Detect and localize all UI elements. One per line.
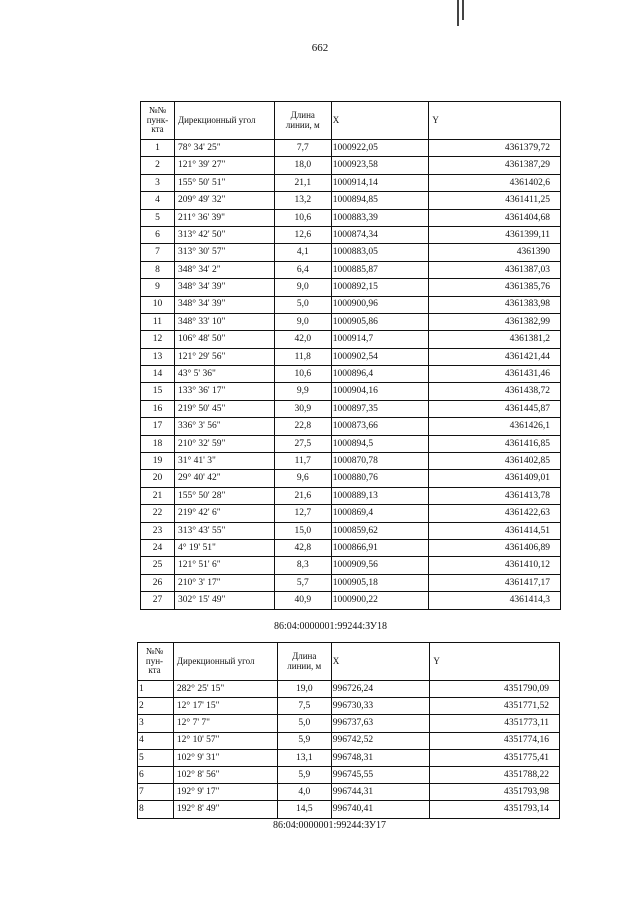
table-header-row — [141, 102, 561, 140]
x-coordinate-cell: 996740,41 — [331, 801, 430, 818]
direction-angle-cell: 121° 39' 27" — [174, 157, 274, 174]
line-length-cell: 5,9 — [277, 766, 331, 783]
x-coordinate-cell: 1000897,35 — [331, 400, 429, 417]
direction-angle-cell: 348° 34' 2" — [174, 261, 274, 278]
direction-angle-cell: 12° 17' 15" — [173, 698, 277, 715]
y-coordinate-cell: 4361445,87 — [429, 400, 561, 417]
y-coordinate-cell: 4351788,22 — [430, 766, 560, 783]
direction-angle-cell: 210° 32' 59" — [174, 435, 274, 452]
point-number-cell: 15 — [141, 383, 175, 400]
y-coordinate-cell: 4361416,85 — [429, 435, 561, 452]
table-row — [141, 209, 561, 226]
direction-angle-cell: 313° 42' 50" — [174, 226, 274, 243]
x-coordinate-cell: 996744,31 — [331, 784, 430, 801]
table-row — [141, 279, 561, 296]
y-coordinate-cell: 4361379,72 — [429, 140, 561, 157]
point-number-cell: 26 — [141, 574, 175, 591]
x-coordinate-cell: 1000883,39 — [331, 209, 429, 226]
direction-angle-cell: 4° 19' 51" — [174, 539, 274, 556]
direction-angle-cell: 12° 10' 57" — [173, 732, 277, 749]
header-x: X — [331, 102, 429, 140]
y-coordinate-cell: 4361404,68 — [429, 209, 561, 226]
y-coordinate-cell: 4361413,78 — [429, 487, 561, 504]
table-row — [141, 244, 561, 261]
y-coordinate-cell: 4361431,46 — [429, 366, 561, 383]
table-row — [141, 592, 561, 609]
direction-angle-cell: 102° 9' 31" — [173, 749, 277, 766]
direction-angle-cell: 302° 15' 49" — [174, 592, 274, 609]
line-length-cell: 5,9 — [277, 732, 331, 749]
x-coordinate-cell: 1000892,15 — [331, 279, 429, 296]
y-coordinate-cell: 4361385,76 — [429, 279, 561, 296]
direction-angle-cell: 211° 36' 39" — [174, 209, 274, 226]
direction-angle-cell: 192° 8' 49" — [173, 801, 277, 818]
x-coordinate-cell: 1000896,4 — [331, 366, 429, 383]
table-row — [141, 522, 561, 539]
y-coordinate-cell: 4361381,2 — [429, 331, 561, 348]
x-coordinate-cell: 996748,31 — [331, 749, 430, 766]
line-length-cell: 13,2 — [274, 192, 331, 209]
point-number-cell: 5 — [138, 749, 174, 766]
point-number-cell: 7 — [141, 244, 175, 261]
point-number-cell: 10 — [141, 296, 175, 313]
point-number-cell: 14 — [141, 366, 175, 383]
line-length-cell: 4,0 — [277, 784, 331, 801]
coordinates-table-1 — [140, 101, 561, 610]
line-length-cell: 8,3 — [274, 557, 331, 574]
header-y: Y — [430, 643, 560, 681]
line-length-cell: 7,5 — [277, 698, 331, 715]
x-coordinate-cell: 1000909,56 — [331, 557, 429, 574]
direction-angle-cell: 78° 34' 25" — [174, 140, 274, 157]
direction-angle-cell: 209° 49' 32" — [174, 192, 274, 209]
line-length-cell: 21,6 — [274, 487, 331, 504]
line-length-cell: 13,1 — [277, 749, 331, 766]
table-caption-1: 86:04:0000001:99244:ЗУ18 — [274, 621, 387, 632]
x-coordinate-cell: 1000869,4 — [331, 505, 429, 522]
x-coordinate-cell: 996737,63 — [331, 715, 430, 732]
table-row — [138, 766, 560, 783]
table-row — [141, 539, 561, 556]
direction-angle-cell: 219° 42' 6" — [174, 505, 274, 522]
direction-angle-cell: 102° 8' 56" — [173, 766, 277, 783]
table-header-row — [138, 643, 560, 681]
y-coordinate-cell: 4351775,41 — [430, 749, 560, 766]
coordinates-table-2 — [137, 642, 560, 819]
x-coordinate-cell: 1000905,86 — [331, 313, 429, 330]
table-row — [138, 784, 560, 801]
line-length-cell: 6,4 — [274, 261, 331, 278]
x-coordinate-cell: 1000905,18 — [331, 574, 429, 591]
line-length-cell: 7,7 — [274, 140, 331, 157]
x-coordinate-cell: 1000889,13 — [331, 487, 429, 504]
point-number-cell: 27 — [141, 592, 175, 609]
x-coordinate-cell: 1000914,14 — [331, 174, 429, 191]
y-coordinate-cell: 4361387,29 — [429, 157, 561, 174]
line-length-cell: 9,6 — [274, 470, 331, 487]
x-coordinate-cell: 1000870,78 — [331, 453, 429, 470]
table-row — [141, 453, 561, 470]
x-coordinate-cell: 1000859,62 — [331, 522, 429, 539]
y-coordinate-cell: 4361410,12 — [429, 557, 561, 574]
y-coordinate-cell: 4351790,09 — [430, 681, 560, 698]
scan-edge-mark — [457, 0, 459, 26]
direction-angle-cell: 313° 43' 55" — [174, 522, 274, 539]
point-number-cell: 22 — [141, 505, 175, 522]
direction-angle-cell: 31° 41' 3" — [174, 453, 274, 470]
y-coordinate-cell: 4351774,16 — [430, 732, 560, 749]
x-coordinate-cell: 996745,55 — [331, 766, 430, 783]
line-length-cell: 5,7 — [274, 574, 331, 591]
line-length-cell: 12,6 — [274, 226, 331, 243]
point-number-cell: 16 — [141, 400, 175, 417]
point-number-cell: 9 — [141, 279, 175, 296]
table-row — [141, 487, 561, 504]
point-number-cell: 12 — [141, 331, 175, 348]
line-length-cell: 5,0 — [274, 296, 331, 313]
point-number-cell: 23 — [141, 522, 175, 539]
table-row — [138, 681, 560, 698]
table-caption-2: 86:04:0000001:99244:ЗУ17 — [273, 820, 386, 831]
x-coordinate-cell: 1000880,76 — [331, 470, 429, 487]
x-coordinate-cell: 996742,52 — [331, 732, 430, 749]
x-coordinate-cell: 1000904,16 — [331, 383, 429, 400]
table-row — [141, 366, 561, 383]
direction-angle-cell: 155° 50' 51" — [174, 174, 274, 191]
table-row — [141, 226, 561, 243]
line-length-cell: 40,9 — [274, 592, 331, 609]
header-point-number: №№ пун- кта — [138, 643, 174, 681]
y-coordinate-cell: 4361422,63 — [429, 505, 561, 522]
direction-angle-cell: 29° 40' 42" — [174, 470, 274, 487]
direction-angle-cell: 43° 5' 36" — [174, 366, 274, 383]
line-length-cell: 11,8 — [274, 348, 331, 365]
line-length-cell: 12,7 — [274, 505, 331, 522]
x-coordinate-cell: 1000914,7 — [331, 331, 429, 348]
point-number-cell: 25 — [141, 557, 175, 574]
point-number-cell: 19 — [141, 453, 175, 470]
scan-edge-mark — [462, 0, 464, 20]
y-coordinate-cell: 4351793,98 — [430, 784, 560, 801]
table-row — [141, 140, 561, 157]
y-coordinate-cell: 4361390 — [429, 244, 561, 261]
table-row — [141, 313, 561, 330]
direction-angle-cell: 121° 29' 56" — [174, 348, 274, 365]
y-coordinate-cell: 4361411,25 — [429, 192, 561, 209]
x-coordinate-cell: 1000923,58 — [331, 157, 429, 174]
x-coordinate-cell: 1000873,66 — [331, 418, 429, 435]
x-coordinate-cell: 1000874,34 — [331, 226, 429, 243]
x-coordinate-cell: 996726,24 — [331, 681, 430, 698]
table-row — [141, 557, 561, 574]
x-coordinate-cell: 1000885,87 — [331, 261, 429, 278]
line-length-cell: 27,5 — [274, 435, 331, 452]
direction-angle-cell: 348° 34' 39" — [174, 296, 274, 313]
y-coordinate-cell: 4361402,85 — [429, 453, 561, 470]
x-coordinate-cell: 1000900,22 — [331, 592, 429, 609]
point-number-cell: 21 — [141, 487, 175, 504]
table-row — [141, 574, 561, 591]
table-row — [141, 261, 561, 278]
direction-angle-cell: 336° 3' 56" — [174, 418, 274, 435]
line-length-cell: 9,0 — [274, 279, 331, 296]
header-line-length: Длина линии, м — [277, 643, 331, 681]
page-number: 662 — [311, 42, 329, 54]
table-row — [141, 296, 561, 313]
point-number-cell: 2 — [138, 698, 174, 715]
point-number-cell: 8 — [138, 801, 174, 818]
table-row — [141, 470, 561, 487]
y-coordinate-cell: 4361417,17 — [429, 574, 561, 591]
point-number-cell: 17 — [141, 418, 175, 435]
table-row — [141, 435, 561, 452]
line-length-cell: 30,9 — [274, 400, 331, 417]
table-row — [141, 174, 561, 191]
line-length-cell: 11,7 — [274, 453, 331, 470]
line-length-cell: 18,0 — [274, 157, 331, 174]
header-x: X — [331, 643, 430, 681]
y-coordinate-cell: 4361406,89 — [429, 539, 561, 556]
y-coordinate-cell: 4351773,11 — [430, 715, 560, 732]
point-number-cell: 4 — [138, 732, 174, 749]
table-row — [141, 383, 561, 400]
line-length-cell: 5,0 — [277, 715, 331, 732]
direction-angle-cell: 210° 3' 17" — [174, 574, 274, 591]
y-coordinate-cell: 4351793,14 — [430, 801, 560, 818]
y-coordinate-cell: 4361402,6 — [429, 174, 561, 191]
table-row — [138, 732, 560, 749]
y-coordinate-cell: 4361438,72 — [429, 383, 561, 400]
x-coordinate-cell: 1000922,05 — [331, 140, 429, 157]
direction-angle-cell: 313° 30' 57" — [174, 244, 274, 261]
y-coordinate-cell: 4361409,01 — [429, 470, 561, 487]
y-coordinate-cell: 4361383,98 — [429, 296, 561, 313]
header-direction-angle: Дирекционный угол — [174, 102, 274, 140]
direction-angle-cell: 133° 36' 17" — [174, 383, 274, 400]
x-coordinate-cell: 996730,33 — [331, 698, 430, 715]
direction-angle-cell: 121° 51' 6" — [174, 557, 274, 574]
line-length-cell: 19,0 — [277, 681, 331, 698]
direction-angle-cell: 348° 33' 10" — [174, 313, 274, 330]
x-coordinate-cell: 1000894,85 — [331, 192, 429, 209]
y-coordinate-cell: 4361426,1 — [429, 418, 561, 435]
point-number-cell: 13 — [141, 348, 175, 365]
y-coordinate-cell: 4361382,99 — [429, 313, 561, 330]
point-number-cell: 1 — [138, 681, 174, 698]
point-number-cell: 6 — [141, 226, 175, 243]
y-coordinate-cell: 4361414,51 — [429, 522, 561, 539]
x-coordinate-cell: 1000894,5 — [331, 435, 429, 452]
table-row — [141, 400, 561, 417]
x-coordinate-cell: 1000900,96 — [331, 296, 429, 313]
x-coordinate-cell: 1000866,91 — [331, 539, 429, 556]
table-row — [138, 749, 560, 766]
direction-angle-cell: 106° 48' 50" — [174, 331, 274, 348]
direction-angle-cell: 219° 50' 45" — [174, 400, 274, 417]
point-number-cell: 5 — [141, 209, 175, 226]
point-number-cell: 18 — [141, 435, 175, 452]
x-coordinate-cell: 1000902,54 — [331, 348, 429, 365]
x-coordinate-cell: 1000883,05 — [331, 244, 429, 261]
point-number-cell: 24 — [141, 539, 175, 556]
y-coordinate-cell: 4361387,03 — [429, 261, 561, 278]
direction-angle-cell: 348° 34' 39" — [174, 279, 274, 296]
direction-angle-cell: 282° 25' 15" — [173, 681, 277, 698]
header-point-number: №№ пунк- кта — [141, 102, 175, 140]
point-number-cell: 8 — [141, 261, 175, 278]
line-length-cell: 10,6 — [274, 209, 331, 226]
point-number-cell: 4 — [141, 192, 175, 209]
header-line-length: Длина линии, м — [274, 102, 331, 140]
table-row — [138, 715, 560, 732]
y-coordinate-cell: 4361421,44 — [429, 348, 561, 365]
table-row — [138, 801, 560, 818]
point-number-cell: 3 — [141, 174, 175, 191]
y-coordinate-cell: 4361399,11 — [429, 226, 561, 243]
table-row — [141, 192, 561, 209]
point-number-cell: 2 — [141, 157, 175, 174]
point-number-cell: 1 — [141, 140, 175, 157]
y-coordinate-cell: 4351771,52 — [430, 698, 560, 715]
table-row — [141, 157, 561, 174]
line-length-cell: 14,5 — [277, 801, 331, 818]
direction-angle-cell: 192° 9' 17" — [173, 784, 277, 801]
header-y: Y — [429, 102, 561, 140]
table-row — [141, 418, 561, 435]
line-length-cell: 4,1 — [274, 244, 331, 261]
header-direction-angle: Дирекционный угол — [173, 643, 277, 681]
point-number-cell: 3 — [138, 715, 174, 732]
table-row — [138, 698, 560, 715]
table-row — [141, 331, 561, 348]
line-length-cell: 21,1 — [274, 174, 331, 191]
direction-angle-cell: 155° 50' 28" — [174, 487, 274, 504]
point-number-cell: 7 — [138, 784, 174, 801]
line-length-cell: 22,8 — [274, 418, 331, 435]
y-coordinate-cell: 4361414,3 — [429, 592, 561, 609]
table-row — [141, 505, 561, 522]
line-length-cell: 42,8 — [274, 539, 331, 556]
point-number-cell: 20 — [141, 470, 175, 487]
point-number-cell: 6 — [138, 766, 174, 783]
line-length-cell: 9,0 — [274, 313, 331, 330]
line-length-cell: 9,9 — [274, 383, 331, 400]
line-length-cell: 10,6 — [274, 366, 331, 383]
table-row — [141, 348, 561, 365]
direction-angle-cell: 12° 7' 7" — [173, 715, 277, 732]
point-number-cell: 11 — [141, 313, 175, 330]
line-length-cell: 42,0 — [274, 331, 331, 348]
line-length-cell: 15,0 — [274, 522, 331, 539]
